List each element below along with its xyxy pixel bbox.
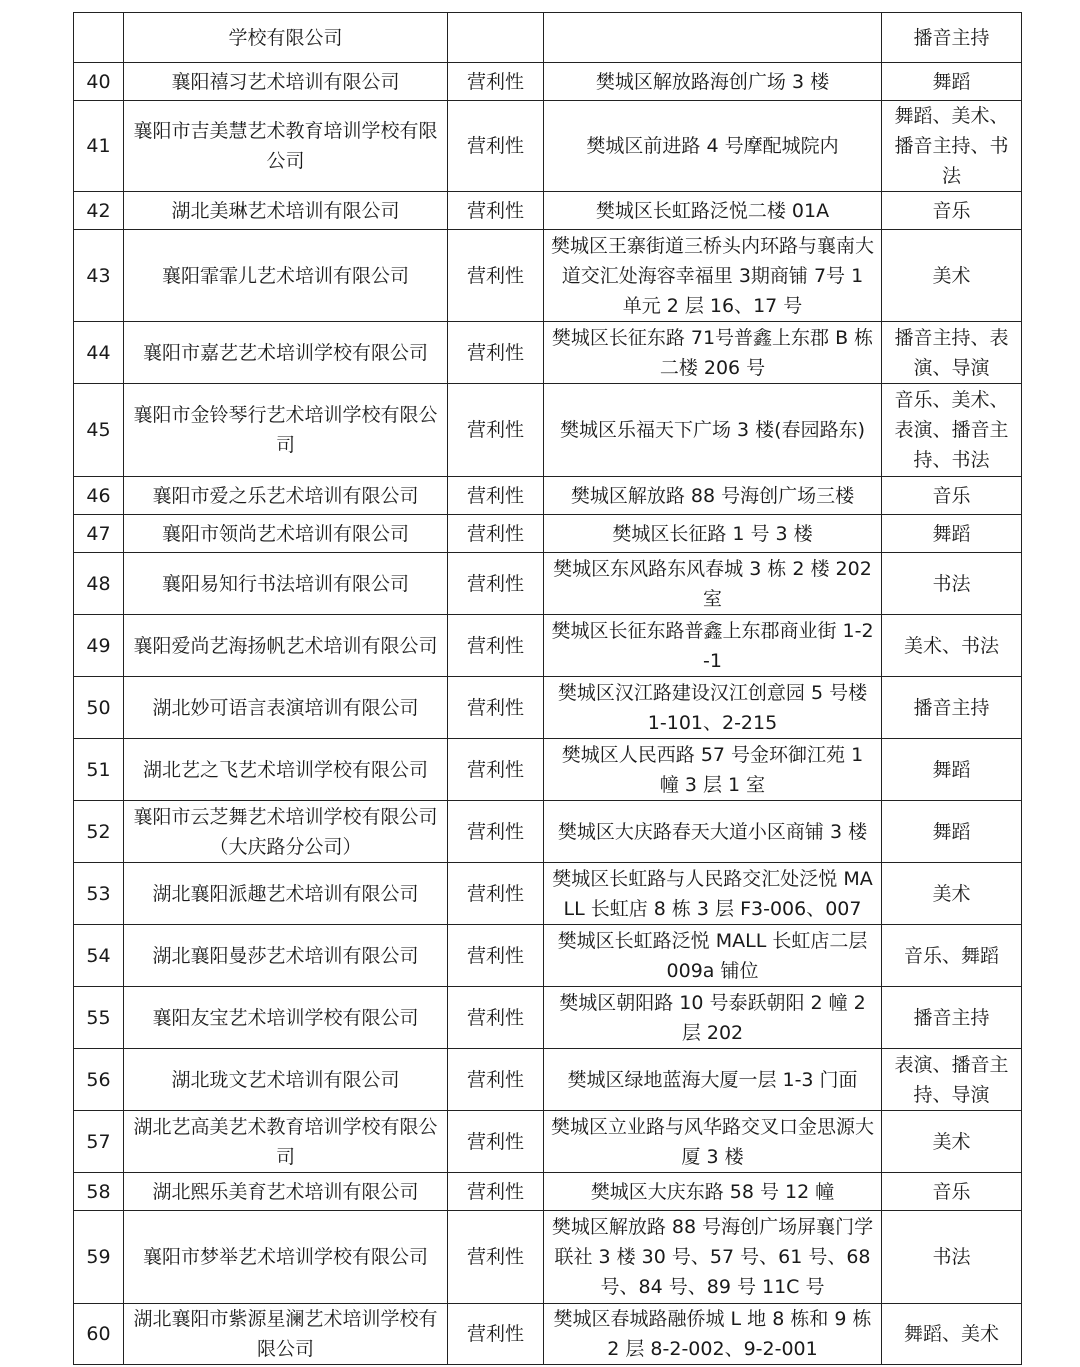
- school-type: 营利性: [448, 1111, 544, 1173]
- school-type: 营利性: [448, 515, 544, 553]
- school-address: 樊城区解放路 88 号海创广场三楼: [544, 477, 882, 515]
- row-number: 51: [74, 739, 124, 801]
- school-type: 营利性: [448, 322, 544, 384]
- school-specialty: 美术: [882, 863, 1022, 925]
- school-name: 襄阳禧习艺术培训有限公司: [124, 63, 448, 101]
- table-row: [74, 230, 1022, 322]
- school-name: 襄阳市梦举艺术培训学校有限公司: [124, 1211, 448, 1304]
- school-address: 樊城区长征东路普鑫上东郡商业街 1-2-1: [544, 615, 882, 677]
- row-number: 55: [74, 987, 124, 1049]
- school-name: 湖北襄阳市紫源星澜艺术培训学校有限公司: [124, 1304, 448, 1365]
- school-address: 樊城区朝阳路 10 号泰跃朝阳 2 幢 2 层 202: [544, 987, 882, 1049]
- school-name: 襄阳市云芝舞艺术培训学校有限公司（大庆路分公司）: [124, 801, 448, 863]
- school-name: 襄阳市领尚艺术培训有限公司: [124, 515, 448, 553]
- school-name: 湖北艺高美艺术教育培训学校有限公司: [124, 1111, 448, 1173]
- table-row: [74, 1304, 1022, 1365]
- school-name: 襄阳霏霏儿艺术培训有限公司: [124, 230, 448, 322]
- school-type: 营利性: [448, 925, 544, 987]
- school-name: 学校有限公司: [124, 13, 448, 63]
- school-type: 营利性: [448, 863, 544, 925]
- school-type: 营利性: [448, 677, 544, 739]
- school-name: 湖北襄阳派趣艺术培训有限公司: [124, 863, 448, 925]
- school-specialty: 音乐、舞蹈: [882, 925, 1022, 987]
- row-number: 40: [74, 63, 124, 101]
- school-name: 湖北艺之飞艺术培训学校有限公司: [124, 739, 448, 801]
- school-specialty: 音乐: [882, 192, 1022, 230]
- school-address: 樊城区长征路 1 号 3 楼: [544, 515, 882, 553]
- row-number: 57: [74, 1111, 124, 1173]
- table-row: [74, 677, 1022, 739]
- school-specialty: 美术: [882, 230, 1022, 322]
- school-type: 营利性: [448, 615, 544, 677]
- table-row: [74, 13, 1022, 63]
- row-number: 56: [74, 1049, 124, 1111]
- school-specialty: 舞蹈、美术: [882, 1304, 1022, 1365]
- table-row: [74, 1211, 1022, 1304]
- school-specialty: 播音主持: [882, 13, 1022, 63]
- row-number: 59: [74, 1211, 124, 1304]
- school-type: 营利性: [448, 987, 544, 1049]
- table-row: [74, 925, 1022, 987]
- row-number: 46: [74, 477, 124, 515]
- school-address: 樊城区解放路海创广场 3 楼: [544, 63, 882, 101]
- school-specialty: 表演、播音主持、导演: [882, 1049, 1022, 1111]
- school-specialty: 美术: [882, 1111, 1022, 1173]
- school-address: 樊城区乐福天下广场 3 楼(春园路东): [544, 384, 882, 477]
- school-type: 营利性: [448, 1211, 544, 1304]
- row-number: 43: [74, 230, 124, 322]
- school-name: 襄阳市吉美慧艺术教育培训学校有限公司: [124, 101, 448, 192]
- school-address: 樊城区长虹路与人民路交汇处泛悦 MALL 长虹店 8 栋 3 层 F3-006、007: [544, 863, 882, 925]
- row-number: 45: [74, 384, 124, 477]
- school-specialty: 音乐: [882, 477, 1022, 515]
- row-number: 48: [74, 553, 124, 615]
- table-row: [74, 863, 1022, 925]
- table-row: [74, 384, 1022, 477]
- school-name: 湖北熙乐美育艺术培训有限公司: [124, 1173, 448, 1211]
- table-row: [74, 192, 1022, 230]
- row-number: 53: [74, 863, 124, 925]
- school-address: 樊城区长虹路泛悦二楼 01A: [544, 192, 882, 230]
- table-row: [74, 553, 1022, 615]
- school-address: 樊城区立业路与风华路交叉口金思源大厦 3 楼: [544, 1111, 882, 1173]
- school-address: [544, 13, 882, 63]
- school-address: 樊城区前进路 4 号摩配城院内: [544, 101, 882, 192]
- school-address: 樊城区长虹路泛悦 MALL 长虹店二层 009a 铺位: [544, 925, 882, 987]
- institution-table: [73, 12, 1022, 1365]
- school-type: 营利性: [448, 230, 544, 322]
- table-row: [74, 1111, 1022, 1173]
- row-number: 44: [74, 322, 124, 384]
- row-number: 58: [74, 1173, 124, 1211]
- table-row: [74, 615, 1022, 677]
- school-address: 樊城区解放路 88 号海创广场屏襄门学联社 3 楼 30 号、57 号、61 号、68 号、84 号、89 号 11C 号: [544, 1211, 882, 1304]
- school-address: 樊城区人民西路 57 号金环御江苑 1 幢 3 层 1 室: [544, 739, 882, 801]
- school-type: 营利性: [448, 384, 544, 477]
- school-address: 樊城区大庆东路 58 号 12 幢: [544, 1173, 882, 1211]
- school-address: 樊城区汉江路建设汉江创意园 5 号楼 1-101、2-215: [544, 677, 882, 739]
- school-address: 樊城区长征东路 71号普鑫上东郡 B 栋二楼 206 号: [544, 322, 882, 384]
- school-specialty: 舞蹈: [882, 63, 1022, 101]
- table-row: [74, 1049, 1022, 1111]
- table-row: [74, 987, 1022, 1049]
- school-name: 襄阳市金铃琴行艺术培训学校有限公司: [124, 384, 448, 477]
- school-type: 营利性: [448, 553, 544, 615]
- school-name: 襄阳易知行书法培训有限公司: [124, 553, 448, 615]
- school-specialty: 音乐、美术、表演、播音主持、书法: [882, 384, 1022, 477]
- school-specialty: 舞蹈、美术、播音主持、书法: [882, 101, 1022, 192]
- school-type: 营利性: [448, 739, 544, 801]
- school-address: 樊城区绿地蓝海大厦一层 1-3 门面: [544, 1049, 882, 1111]
- school-specialty: 书法: [882, 1211, 1022, 1304]
- school-specialty: 书法: [882, 553, 1022, 615]
- school-name: 湖北美琳艺术培训有限公司: [124, 192, 448, 230]
- school-type: 营利性: [448, 1304, 544, 1365]
- school-specialty: 播音主持: [882, 677, 1022, 739]
- school-type: 营利性: [448, 801, 544, 863]
- school-type: 营利性: [448, 101, 544, 192]
- school-type: 营利性: [448, 1049, 544, 1111]
- school-address: 樊城区东风路东风春城 3 栋 2 楼 202 室: [544, 553, 882, 615]
- table-body: [74, 13, 1022, 1365]
- row-number: [74, 13, 124, 63]
- school-name: 襄阳友宝艺术培训学校有限公司: [124, 987, 448, 1049]
- school-specialty: 播音主持: [882, 987, 1022, 1049]
- school-name: 襄阳爱尚艺海扬帆艺术培训有限公司: [124, 615, 448, 677]
- school-type: 营利性: [448, 63, 544, 101]
- school-type: 营利性: [448, 1173, 544, 1211]
- row-number: 52: [74, 801, 124, 863]
- table-row: [74, 515, 1022, 553]
- row-number: 41: [74, 101, 124, 192]
- school-name: 襄阳市爱之乐艺术培训有限公司: [124, 477, 448, 515]
- school-name: 湖北珑文艺术培训有限公司: [124, 1049, 448, 1111]
- row-number: 42: [74, 192, 124, 230]
- school-specialty: 舞蹈: [882, 801, 1022, 863]
- school-specialty: 美术、书法: [882, 615, 1022, 677]
- row-number: 54: [74, 925, 124, 987]
- table-row: [74, 63, 1022, 101]
- school-name: 襄阳市嘉艺艺术培训学校有限公司: [124, 322, 448, 384]
- school-address: 樊城区王寨街道三桥头内环路与襄南大道交汇处海容幸福里 3期商铺 7号 1 单元 2 层 16、17 号: [544, 230, 882, 322]
- table-row: [74, 801, 1022, 863]
- table-row: [74, 739, 1022, 801]
- school-specialty: 舞蹈: [882, 739, 1022, 801]
- school-name: 湖北襄阳曼莎艺术培训有限公司: [124, 925, 448, 987]
- row-number: 60: [74, 1304, 124, 1365]
- school-type: 营利性: [448, 477, 544, 515]
- school-address: 樊城区春城路融侨城 L 地 8 栋和 9 栋 2 层 8-2-002、9-2-001: [544, 1304, 882, 1365]
- school-address: 樊城区大庆路春天大道小区商铺 3 楼: [544, 801, 882, 863]
- row-number: 47: [74, 515, 124, 553]
- table-row: [74, 322, 1022, 384]
- school-type: [448, 13, 544, 63]
- school-specialty: 音乐: [882, 1173, 1022, 1211]
- row-number: 50: [74, 677, 124, 739]
- table-row: [74, 101, 1022, 192]
- school-name: 湖北妙可语言表演培训有限公司: [124, 677, 448, 739]
- school-type: 营利性: [448, 192, 544, 230]
- school-specialty: 播音主持、表演、导演: [882, 322, 1022, 384]
- row-number: 49: [74, 615, 124, 677]
- table-row: [74, 1173, 1022, 1211]
- table-row: [74, 477, 1022, 515]
- school-specialty: 舞蹈: [882, 515, 1022, 553]
